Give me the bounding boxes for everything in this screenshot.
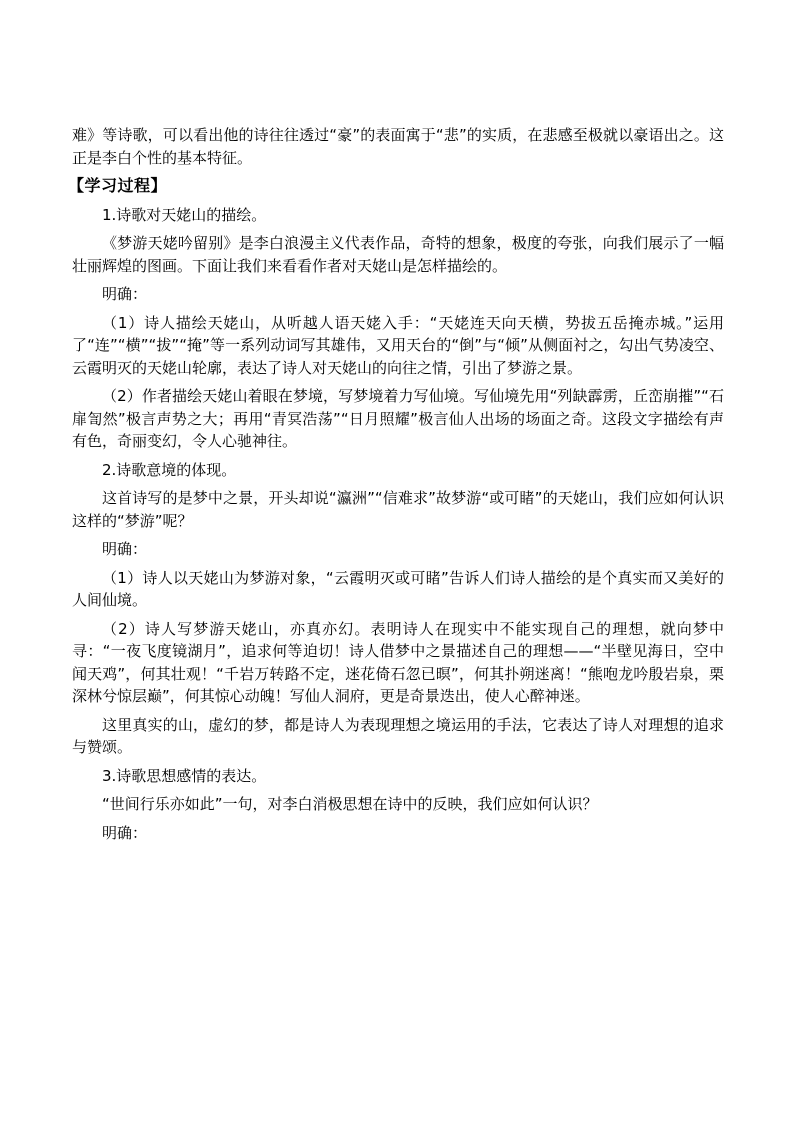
section-2-intro: 这首诗写的是梦中之景，开头却说“瀛洲”“信难求”故梦游“或可睹”的天姥山，我们应如何认识这样的“梦游”呢？ [72, 489, 724, 530]
section-3-intro: “世间行乐亦如此”一句，对李白消极思想在诗中的反映，我们应如何认识？ [102, 795, 598, 813]
section-3-title: 3.诗歌思想感情的表达。 [102, 766, 267, 785]
section-2-title: 2.诗歌意境的体现。 [102, 460, 237, 479]
section-2-point-3: 这里真实的山，虚幻的梦，都是诗人为表现理想之境运用的手法，它表达了诗人对理想的追求与赞颂。 [72, 715, 724, 756]
section-1-point-2: （2）作者描绘天姥山着眼在梦境，写梦境着力写仙境。写仙境先用“列缺霹雳，丘峦崩摧”“石扉訇然”极言声势之大；再用“青冥浩荡”“日月照耀”极言仙人出场的场面之奇。这段文字描绘有声有色，奇丽变幻，令人心驰神往。 [72, 387, 724, 450]
section-1-intro: 《梦游天姥吟留别》是李白浪漫主义代表作品，奇特的想象，极度的夸张，向我们展示了一幅壮丽辉煌的图画。下面让我们来看看作者对天姥山是怎样描绘的。 [72, 234, 724, 275]
section-1-title: 1.诗歌对天姥山的描绘。 [102, 205, 267, 224]
document-page [68, 124, 724, 850]
section-1-label: 明确： [102, 285, 148, 303]
section-2-point-2: （2）诗人写梦游天姥山，亦真亦幻。表明诗人在现实中不能实现自己的理想，就向梦中寻：“一夜飞度镜湖月”，追求何等迫切！诗人借梦中之景描述自己的理想——“半壁见海日，空中闻天鸡”，何其壮观！“千岩万转路不定，迷花倚石忽已暝”，何其扑朔迷离！“熊咆龙吟殷岩泉，栗深林兮惊层巅”，何其惊心动魄！写仙人洞府，更是奇景迭出，使人心醉神迷。 [72, 619, 724, 705]
intro-paragraph: 难》等诗歌，可以看出他的诗往往透过“豪”的表面寓于“悲”的实质，在悲感至极就以豪语出之。这正是李白个性的基本特征。 [72, 126, 724, 167]
section-1-point-1: （1）诗人描绘天姥山，从听越人语天姥入手：“天姥连天向天横，势拔五岳掩赤城。”运用了“连”“横”“拔”“掩”等一系列动词写其雄伟，又用天台的“倒”与“倾”从侧面衬之，勾出气势凌空、云霞明灭的天姥山轮廓，表达了诗人对天姥山的向往之情，引出了梦游之景。 [72, 313, 724, 377]
section-2-point-1: （1）诗人以天姥山为梦游对象，“云霞明灭或可睹”告诉人们诗人描绘的是个真实而又美好的人间仙境。 [72, 568, 724, 609]
section-2-label: 明确： [102, 540, 148, 558]
section-3-label: 明确： [102, 823, 148, 842]
section-heading: 【学习过程】 [68, 176, 168, 195]
